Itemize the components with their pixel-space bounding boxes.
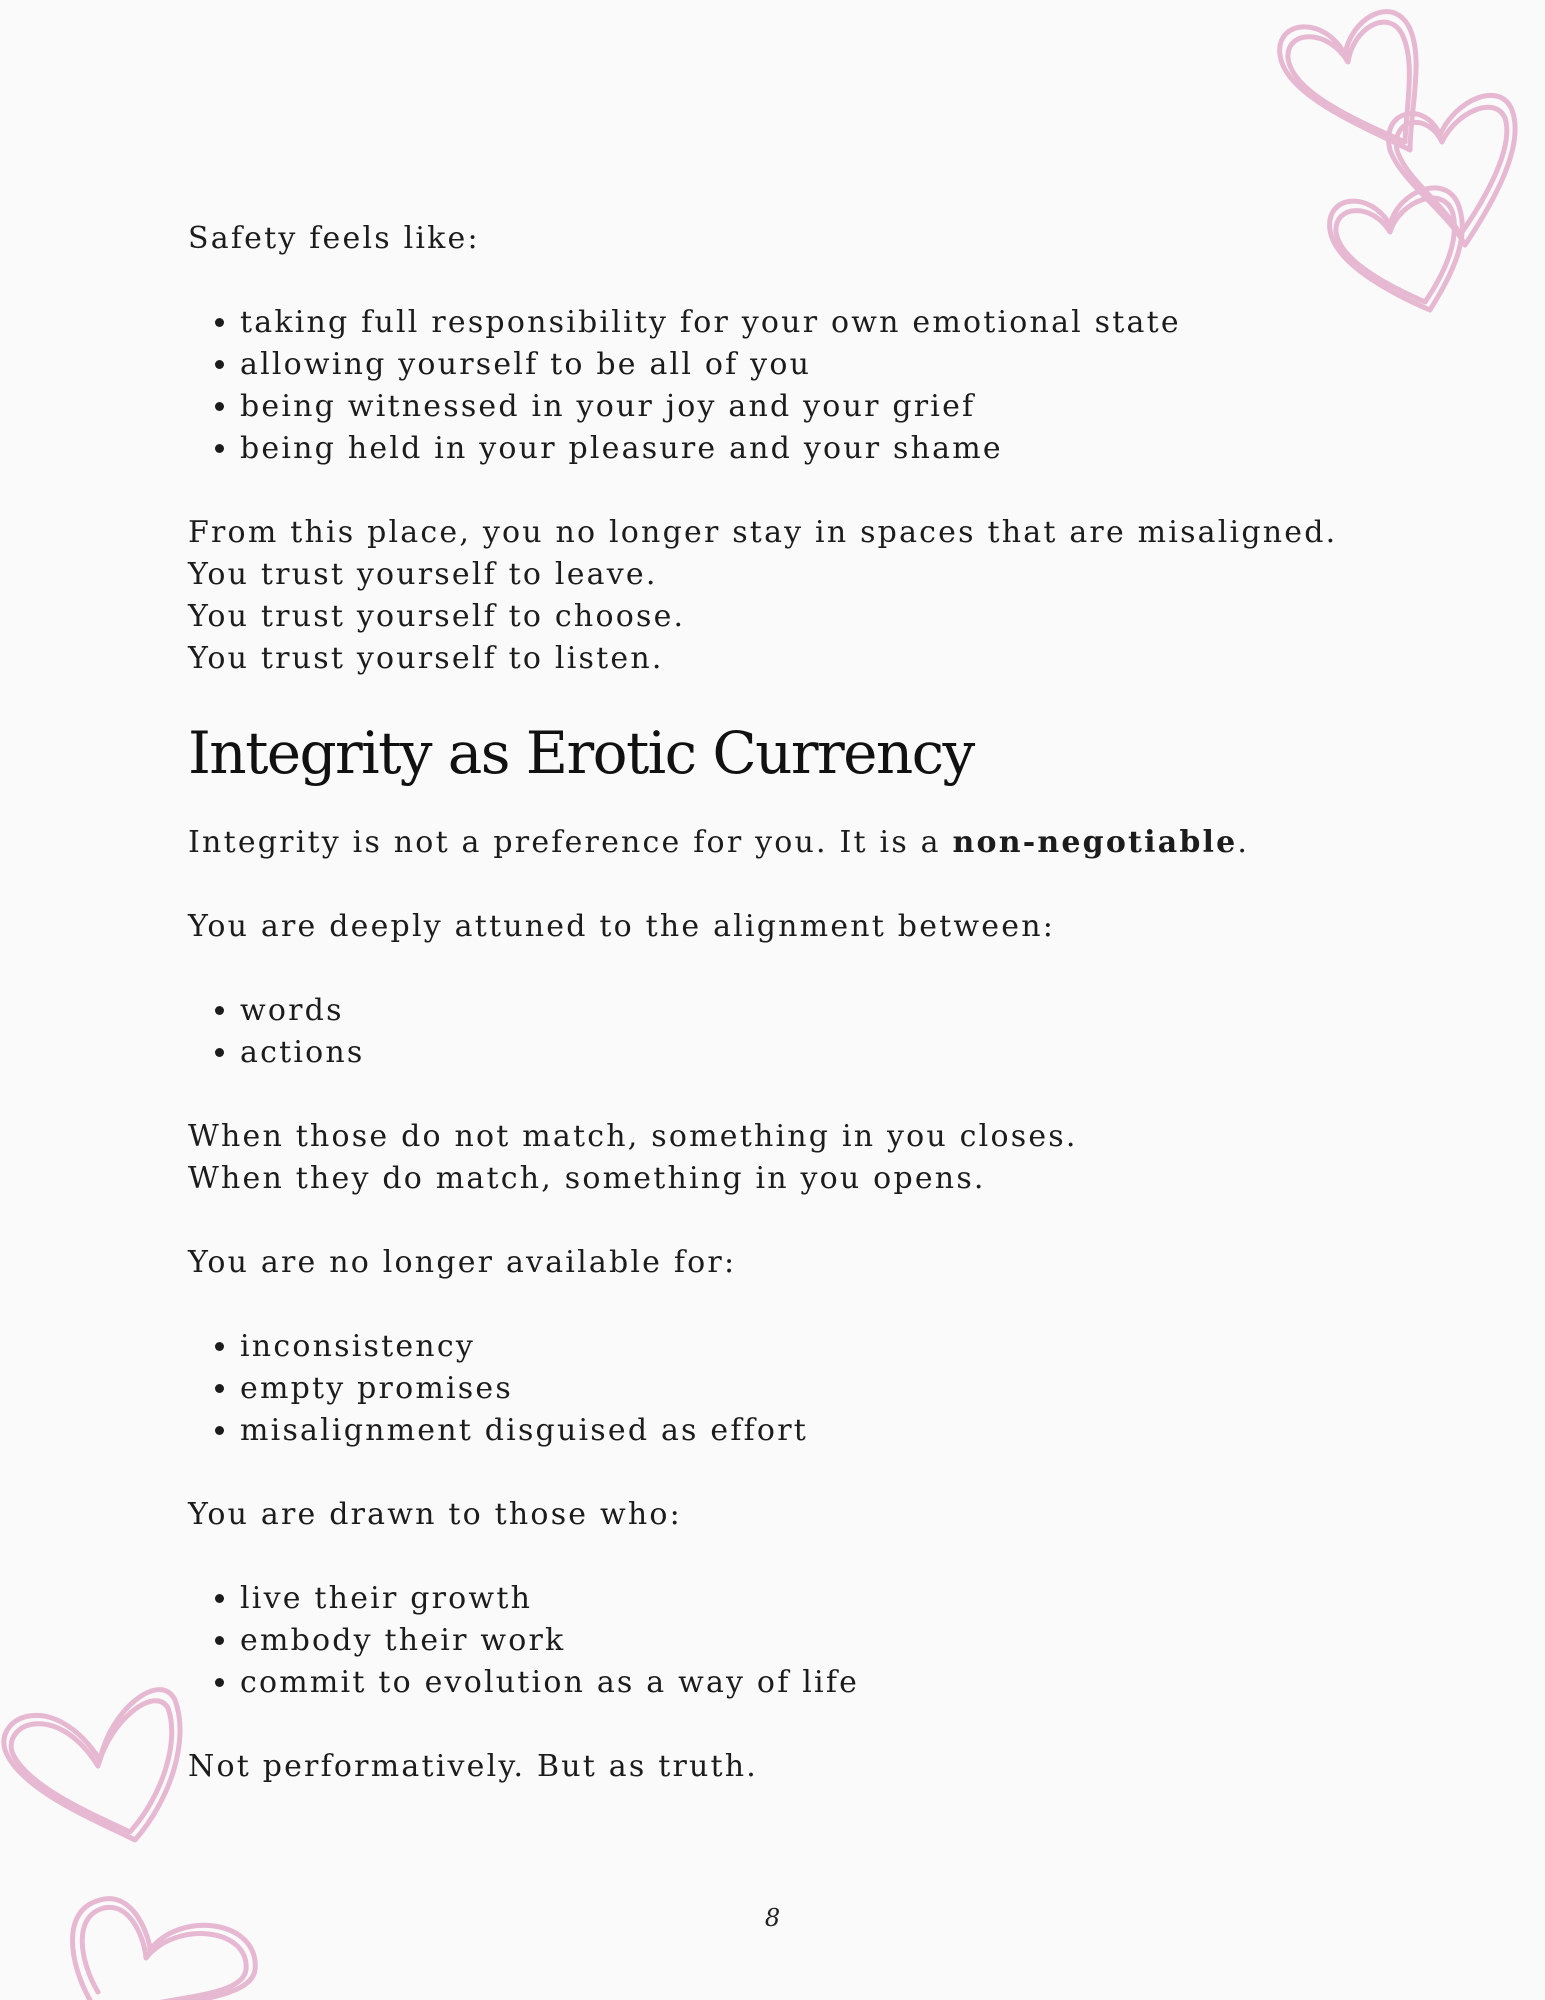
integrity-intro — [188, 822, 1388, 864]
list-item: • live their growth — [240, 1578, 1388, 1620]
trust-line: You trust yourself to listen. — [188, 641, 664, 676]
page-content — [188, 218, 1388, 1788]
list-item: • being held in your pleasure and your shame — [240, 428, 1388, 470]
list-item: • misalignment disguised as effort — [240, 1410, 1388, 1452]
section-heading: Integrity as Erotic Currency — [188, 719, 974, 787]
alignment-intro: You are deeply attuned to the alignment between: — [188, 909, 1056, 944]
drawn-intro: You are drawn to those who: — [188, 1497, 682, 1532]
unavailable-list — [188, 1326, 1388, 1452]
trust-line: You trust yourself to choose. — [188, 599, 686, 634]
alignment-list — [188, 990, 1388, 1074]
trust-line: From this place, you no longer stay in spaces that are misaligned. — [188, 515, 1338, 550]
list-item: • embody their work — [240, 1620, 1388, 1662]
list-item: • commit to evolution as a way of life — [240, 1662, 1388, 1704]
page-number: 8 — [764, 1904, 781, 1932]
drawn-list — [188, 1578, 1388, 1704]
list-item: • allowing yourself to be all of you — [240, 344, 1388, 386]
list-item: • taking full responsibility for your own emotional state — [240, 302, 1388, 344]
list-item: • inconsistency — [240, 1326, 1388, 1368]
list-item: • empty promises — [240, 1368, 1388, 1410]
closing-line: Not performatively. But as truth. — [188, 1749, 759, 1784]
integrity-intro-end: . — [1237, 825, 1250, 860]
safety-intro: Safety feels like: — [188, 221, 480, 256]
integrity-intro-text: Integrity is not a preference for you. It is a — [188, 825, 953, 860]
list-item: • words — [240, 990, 1388, 1032]
match-line: When they do match, something in you opens. — [188, 1161, 986, 1196]
trust-line: You trust yourself to leave. — [188, 557, 658, 592]
safety-list — [188, 302, 1388, 470]
unavailable-intro: You are no longer available for: — [188, 1245, 737, 1280]
match-line: When those do not match, something in you closes. — [188, 1119, 1078, 1154]
list-item: • actions — [240, 1032, 1388, 1074]
integrity-emphasis: non-negotiable — [952, 825, 1238, 860]
list-item: • being witnessed in your joy and your grief — [240, 386, 1388, 428]
